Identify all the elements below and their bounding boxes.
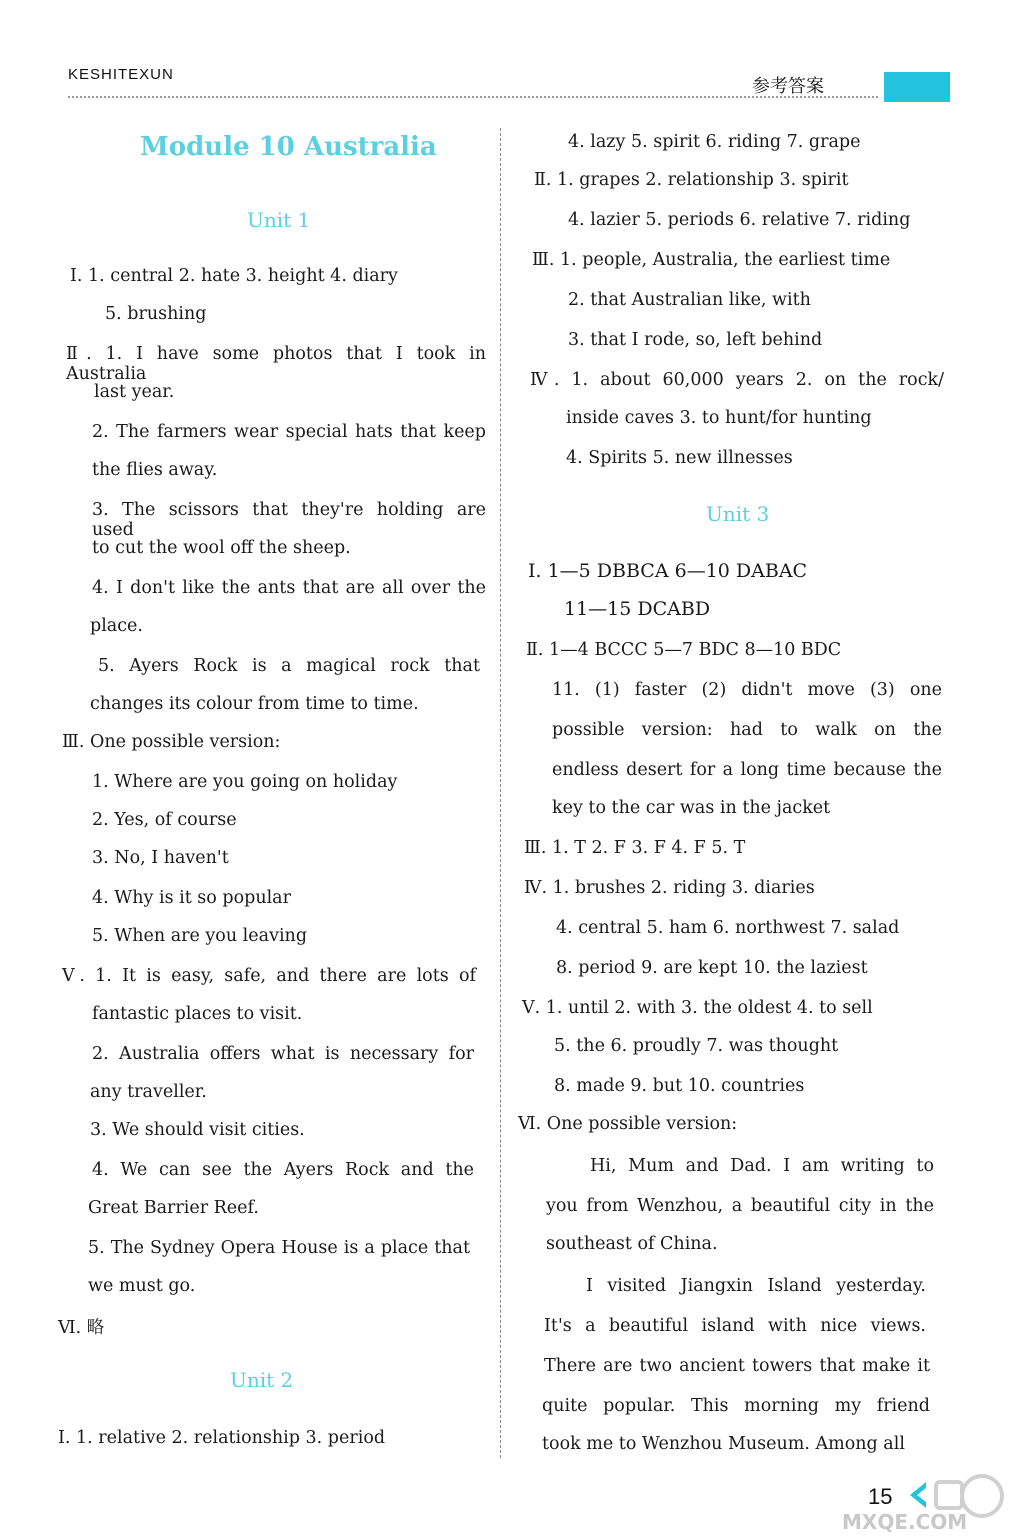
answer-line: 1. Where are you going on holiday xyxy=(92,772,398,792)
answer-line: 8. made 9. but 10. countries xyxy=(554,1076,805,1096)
answer-line: we must go. xyxy=(88,1276,196,1296)
answer-line: 3. The scissors that they're holding are used xyxy=(92,500,486,540)
answer-line: 3. that I rode, so, left behind xyxy=(568,330,823,350)
answer-line: to cut the wool off the sheep. xyxy=(92,538,351,558)
answer-line: 4. We can see the Ayers Rock and the xyxy=(92,1160,474,1180)
page-arrow-icon xyxy=(906,1480,930,1510)
answer-line: Ⅲ. One possible version: xyxy=(62,732,281,752)
answer-line: Ⅱ. 1. I have some photos that I took in Australia xyxy=(66,344,486,384)
answer-line: There are two ancient towers that make it xyxy=(544,1356,930,1376)
page-number: 15 xyxy=(868,1484,893,1509)
section-title: 参考答案 xyxy=(752,76,824,97)
unit-3-heading: Unit 3 xyxy=(706,502,770,526)
answer-line: 4. lazy 5. spirit 6. riding 7. grape xyxy=(568,132,861,152)
answer-line: Ⅰ. 1. central 2. hate 3. height 4. diary xyxy=(70,266,398,286)
answer-line: inside caves 3. to hunt/for hunting xyxy=(566,408,872,428)
brand-label: KESHITEXUN xyxy=(68,66,174,83)
answer-line: quite popular. This morning my friend xyxy=(542,1396,930,1416)
answer-line: 11. (1) faster (2) didn't move (3) one xyxy=(552,680,942,700)
answer-line: changes its colour from time to time. xyxy=(90,694,419,714)
answer-line: the flies away. xyxy=(92,460,218,480)
answer-line: any traveller. xyxy=(90,1082,207,1102)
answer-line: 8. period 9. are kept 10. the laziest xyxy=(556,958,868,978)
answer-line: Ⅱ. 1. grapes 2. relationship 3. spirit xyxy=(534,170,849,190)
answer-line: Ⅵ. 略 xyxy=(58,1318,105,1338)
answer-line: 4. lazier 5. periods 6. relative 7. riding xyxy=(568,210,911,230)
answer-line: 2. The farmers wear special hats that keep xyxy=(92,422,486,442)
answer-line: Ⅰ. 1—5 DBBCA 6—10 DABAC xyxy=(528,560,808,582)
answer-line: place. xyxy=(90,616,143,636)
watermark-text: MXQE.COM xyxy=(842,1510,968,1534)
answer-line: Ⅲ. 1. people, Australia, the earliest time xyxy=(532,250,891,270)
answer-line: 2. Yes, of course xyxy=(92,810,237,830)
answer-line: key to the car was in the jacket xyxy=(552,798,831,818)
answer-line: 5. The Sydney Opera House is a place that xyxy=(88,1238,470,1258)
answer-line: Ⅴ. 1. It is easy, safe, and there are lots of xyxy=(62,966,476,986)
answer-line: southeast of China. xyxy=(546,1234,718,1254)
answer-line: It's a beautiful island with nice views. xyxy=(544,1316,926,1336)
answer-line: you from Wenzhou, a beautiful city in the xyxy=(546,1196,934,1216)
answer-line: I visited Jiangxin Island yesterday. xyxy=(586,1276,926,1296)
module-title: Module 10 Australia xyxy=(140,132,437,162)
answer-line: 2. Australia offers what is necessary for xyxy=(92,1044,474,1064)
answer-line: 4. I don't like the ants that are all over the xyxy=(92,578,486,598)
answer-line: Ⅳ. 1. about 60,000 years 2. on the rock/ xyxy=(530,370,944,390)
answer-line: Ⅰ. 1. relative 2. relationship 3. period xyxy=(58,1428,386,1448)
answer-line: Hi, Mum and Dad. I am writing to xyxy=(590,1156,934,1176)
answer-line: 5. the 6. proudly 7. was thought xyxy=(554,1036,839,1056)
answer-line: 3. No, I haven't xyxy=(92,848,229,868)
answer-line: 4. Why is it so popular xyxy=(92,888,291,908)
answer-line: 3. We should visit cities. xyxy=(90,1120,305,1140)
answer-line: Great Barrier Reef. xyxy=(88,1198,259,1218)
answer-line: last year. xyxy=(94,382,175,402)
answer-line: possible version: had to walk on the xyxy=(552,720,942,740)
answer-line: took me to Wenzhou Museum. Among all xyxy=(542,1434,905,1454)
answer-line: 5. Ayers Rock is a magical rock that xyxy=(98,656,480,676)
answer-line: fantastic places to visit. xyxy=(92,1004,303,1024)
left-column xyxy=(0,0,500,1460)
column-divider xyxy=(500,128,501,1458)
answer-line: 5. When are you leaving xyxy=(92,926,308,946)
answer-line: 5. brushing xyxy=(105,304,207,324)
answer-line: Ⅴ. 1. until 2. with 3. the oldest 4. to sell xyxy=(522,998,873,1018)
answer-line: Ⅵ. One possible version: xyxy=(518,1114,738,1134)
right-column xyxy=(510,0,1010,1460)
answer-line: 2. that Australian like, with xyxy=(568,290,811,310)
unit-1-heading: Unit 1 xyxy=(247,208,311,232)
unit-2-heading: Unit 2 xyxy=(230,1368,294,1392)
answer-line: 4. central 5. ham 6. northwest 7. salad xyxy=(556,918,900,938)
answer-line: Ⅲ. 1. T 2. F 3. F 4. F 5. T xyxy=(524,838,746,858)
answer-line: 4. Spirits 5. new illnesses xyxy=(566,448,793,468)
answer-line: 11—15 DCABD xyxy=(564,598,711,620)
answer-line: Ⅱ. 1—4 BCCC 5—7 BDC 8—10 BDC xyxy=(526,640,842,660)
answer-line: Ⅳ. 1. brushes 2. riding 3. diaries xyxy=(524,878,815,898)
answer-line: endless desert for a long time because the xyxy=(552,760,942,780)
